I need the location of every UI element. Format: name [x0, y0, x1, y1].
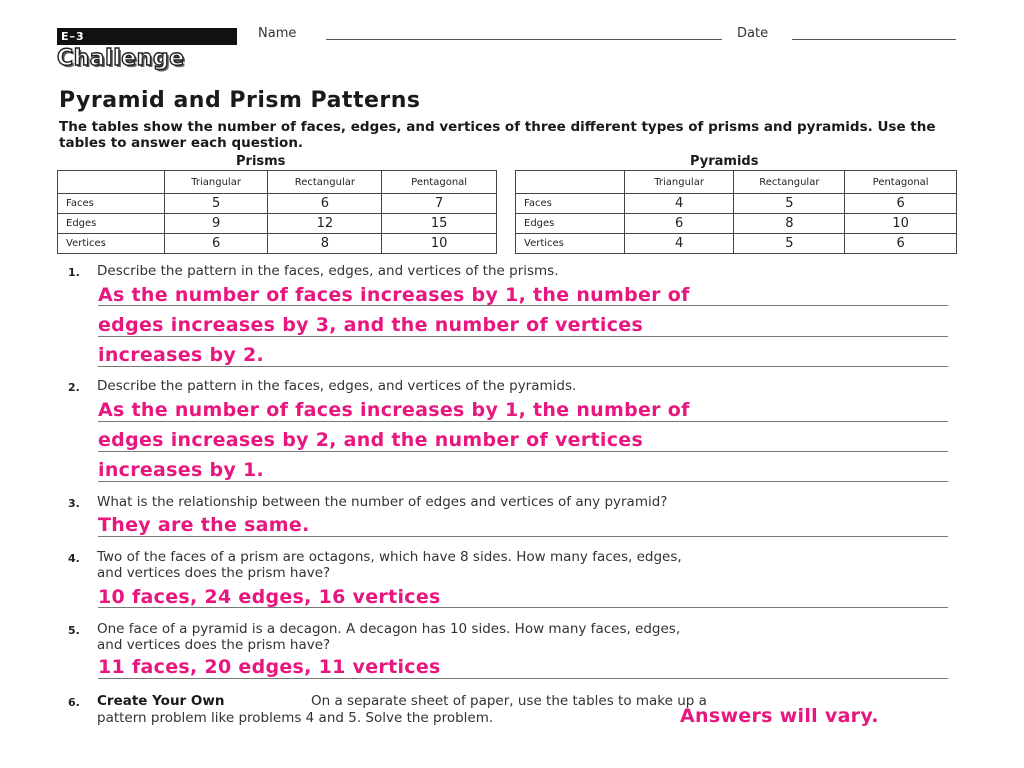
table-cell: 4 — [624, 234, 734, 254]
column-header: Rectangular — [268, 171, 382, 194]
table-cell: 9 — [164, 214, 268, 234]
column-header: Triangular — [164, 171, 268, 194]
table-cell: 6 — [624, 214, 734, 234]
pyramids-caption: Pyramids — [690, 154, 759, 169]
table-header-row — [58, 171, 497, 194]
question-number: 5. — [68, 624, 80, 637]
table-cell: 8 — [268, 234, 382, 254]
table-cell: 6 — [845, 234, 957, 254]
column-header: Rectangular — [734, 171, 845, 194]
question-text: Describe the pattern in the faces, edges, and vertices of the pyramids. — [97, 378, 577, 394]
prisms-table — [57, 170, 497, 254]
table-row — [58, 234, 497, 254]
table-cell: 6 — [845, 194, 957, 214]
row-label: Vertices — [58, 234, 165, 254]
intro-text: The tables show the number of faces, edges, and vertices of three different types of prisms and pyramids. Use the tables to answer each question. — [59, 119, 936, 151]
answer-line: As the number of faces increases by 1, the number of — [98, 284, 690, 306]
page-title: Pyramid and Prism Patterns — [59, 88, 421, 113]
row-label: Edges — [516, 214, 625, 234]
lesson-tag: E–3 — [57, 28, 237, 45]
answer-line: edges increases by 3, and the number of vertices — [98, 314, 644, 336]
answer-rule — [98, 305, 948, 306]
answer-line: edges increases by 2, and the number of vertices — [98, 429, 644, 451]
question-text-line: pattern problem like problems 4 and 5. Solve the problem. — [97, 710, 494, 726]
prisms-caption: Prisms — [236, 154, 286, 169]
table-cell: 8 — [734, 214, 845, 234]
table-cell: 6 — [164, 234, 268, 254]
table-cell: 4 — [624, 194, 734, 214]
name-field[interactable] — [326, 39, 722, 40]
question-text: What is the relationship between the number of edges and vertices of any pyramid? — [97, 494, 668, 510]
table-row — [58, 194, 497, 214]
question-number: 2. — [68, 381, 80, 394]
table-cell: 6 — [268, 194, 382, 214]
row-label: Edges — [58, 214, 165, 234]
table-cell: 10 — [382, 234, 497, 254]
row-label: Faces — [58, 194, 165, 214]
question-number: 1. — [68, 266, 80, 279]
answer-line: increases by 1. — [98, 459, 265, 481]
row-label: Faces — [516, 194, 625, 214]
answer-rule — [98, 336, 948, 337]
question-text-line: On a separate sheet of paper, use the tables to make up a — [311, 693, 707, 709]
answer-rule — [98, 678, 948, 679]
column-header: Pentagonal — [845, 171, 957, 194]
answer-rule — [98, 366, 948, 367]
answer-line: 10 faces, 24 edges, 16 vertices — [98, 586, 441, 608]
answer-line: They are the same. — [98, 514, 310, 536]
table-cell: 5 — [734, 234, 845, 254]
table-cell: 10 — [845, 214, 957, 234]
answer-line: As the number of faces increases by 1, the number of — [98, 399, 690, 421]
table-cell: 12 — [268, 214, 382, 234]
question-text: Describe the pattern in the faces, edges, and vertices of the prisms. — [97, 263, 559, 279]
table-cell: 7 — [382, 194, 497, 214]
answer-line: 11 faces, 20 edges, 11 vertices — [98, 656, 441, 678]
challenge-badge: Challenge — [57, 46, 185, 71]
row-label: Vertices — [516, 234, 625, 254]
question-text-line: and vertices does the prism have? — [97, 637, 331, 653]
column-header: Triangular — [624, 171, 734, 194]
answer-rule — [98, 607, 948, 608]
table-row — [516, 214, 957, 234]
table-corner-cell — [516, 171, 625, 194]
answer-rule — [98, 536, 948, 537]
question-text-line: Two of the faces of a prism are octagons, which have 8 sides. How many faces, edges, — [97, 549, 682, 565]
table-row — [516, 234, 957, 254]
answer-rule — [98, 481, 948, 482]
answer-line: increases by 2. — [98, 344, 265, 366]
question-number: 4. — [68, 552, 80, 565]
question-text-line: and vertices does the prism have? — [97, 565, 331, 581]
table-row — [58, 214, 497, 234]
table-row — [516, 194, 957, 214]
question-text-line: One face of a pyramid is a decagon. A decagon has 10 sides. How many faces, edges, — [97, 621, 681, 637]
answer-rule — [98, 421, 948, 422]
date-label: Date — [737, 26, 769, 41]
question-number: 3. — [68, 497, 80, 510]
create-your-own-label: Create Your Own — [97, 693, 225, 709]
answer-rule — [98, 451, 948, 452]
date-field[interactable] — [792, 39, 956, 40]
column-header: Pentagonal — [382, 171, 497, 194]
table-cell: 5 — [164, 194, 268, 214]
pyramids-table — [515, 170, 957, 254]
question-number: 6. — [68, 696, 80, 709]
table-corner-cell — [58, 171, 165, 194]
table-cell: 5 — [734, 194, 845, 214]
name-label: Name — [258, 26, 297, 41]
answer-line: Answers will vary. — [680, 705, 879, 727]
table-header-row — [516, 171, 957, 194]
table-cell: 15 — [382, 214, 497, 234]
